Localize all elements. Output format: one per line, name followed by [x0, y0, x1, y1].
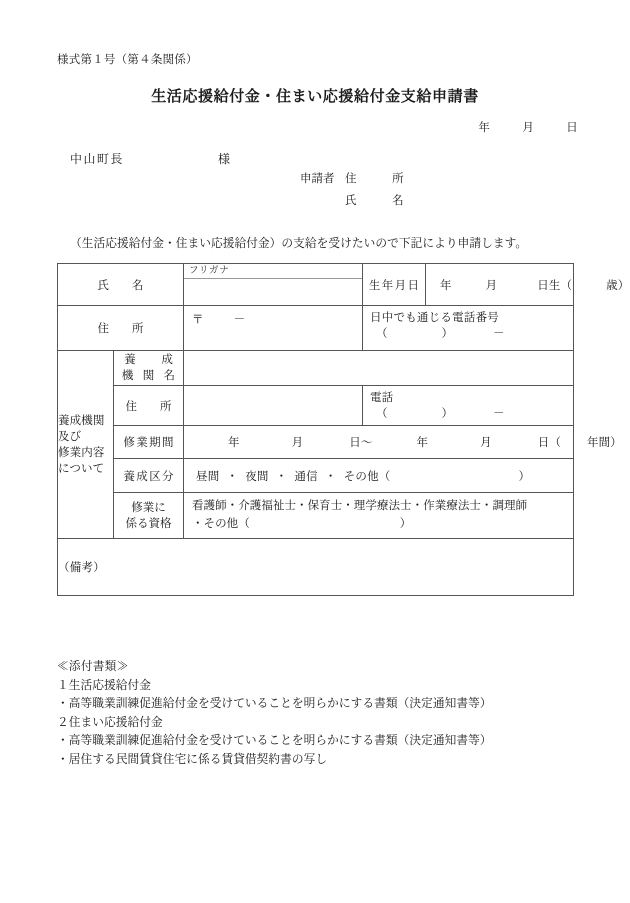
table-row-institution-address [58, 386, 574, 426]
qualification-list-line2 [192, 515, 567, 533]
institution-label-line-2: 及び [58, 430, 82, 443]
daytime-tel-cell[interactable] [363, 306, 574, 351]
申請-statement: （生活応援給付金・住まい応援給付金）の支給を受けたいので下記により申請します。 [70, 237, 528, 250]
institution-tel-label: 電話 [370, 392, 394, 404]
applicant-address-row [300, 168, 416, 190]
institution-name-label-line2: 機 関 名 [121, 370, 179, 382]
period-line [184, 431, 622, 453]
institution-label-line-1: 養成機関 [58, 414, 105, 427]
applicant-name-label: 氏 名 [345, 195, 416, 207]
date-month: 月 [522, 122, 535, 134]
dob-month-label: 月 [485, 279, 498, 292]
institution-address-label-cell: 住 所 [114, 386, 184, 426]
attachment-line-4: ・高等職業訓練促進給付金を受けていることを明らかにする書類（決定通知書等） [57, 734, 492, 747]
table-row-name [58, 264, 574, 306]
period-start-month: 月 [291, 437, 304, 449]
institution-tel-dash: － [493, 408, 505, 420]
name-input-cell[interactable] [184, 264, 363, 306]
remarks-cell[interactable] [58, 539, 574, 596]
category-option-other[interactable]: その他（ [343, 470, 391, 483]
category-label-cell: 養成区分 [114, 459, 184, 493]
qualification-label-line2: 係る資格 [125, 517, 172, 530]
period-duration: 年間） [586, 437, 622, 449]
institution-tel-fields [370, 406, 567, 422]
table-row-category [58, 459, 574, 493]
qualification-other-close: ） [399, 518, 412, 530]
institution-name-label-cell [114, 351, 184, 386]
address-label-cell: 住 所 [58, 306, 184, 351]
period-end-month: 月 [480, 437, 492, 449]
period-start-day: 日～ [349, 437, 373, 449]
applicant-lead-label: 申請者 [300, 173, 335, 185]
period-input-cell[interactable] [184, 426, 622, 459]
institution-label-line-4: について [58, 462, 105, 475]
table-row-period [58, 426, 574, 459]
category-sep-1: ・ [226, 470, 239, 483]
category-sep-3: ・ [324, 470, 337, 483]
institution-tel-close-paren: ） [441, 408, 453, 420]
form-number: 様式第１号（第４条関係） [57, 54, 198, 66]
daytime-tel-label: 日中でも通じる電話番号 [370, 312, 500, 324]
tel-dash: － [493, 328, 505, 340]
qualification-list-line1[interactable]: 看護師・介護福祉士・保育士・理学療法士・作業療法士・調理師 [192, 500, 528, 512]
daytime-tel-fields [370, 326, 567, 342]
postal-dash: － [233, 314, 246, 326]
category-options [184, 464, 573, 488]
postal-mark-icon: 〒 [192, 314, 204, 326]
tel-open-paren: （ [376, 328, 388, 340]
attachments-section [57, 658, 492, 769]
addressee-honorific: 様 [218, 152, 231, 166]
applicant-block [300, 168, 416, 212]
postal-code-line [184, 306, 362, 327]
qualification-other-label[interactable]: ・その他（ [192, 518, 250, 530]
period-start-year: 年 [228, 437, 240, 449]
furigana-wrapper [184, 264, 362, 305]
applicant-address-label: 住 所 [345, 173, 416, 185]
period-end-year: 年 [416, 437, 429, 449]
addressee-name: 中山町長 [70, 152, 124, 166]
category-close-paren: ） [518, 470, 531, 483]
attachment-line-1: １生活応援給付金 [57, 678, 151, 692]
institution-section-label [58, 351, 114, 539]
date-year: 年 [478, 122, 491, 134]
dob-label-cell: 生年月日 [363, 264, 426, 306]
qualification-label-cell [114, 493, 184, 539]
qualification-options [184, 493, 573, 538]
dob-year-label: 年 [440, 279, 452, 292]
tel-close-paren: ） [441, 328, 453, 340]
qualification-input-cell[interactable] [184, 493, 574, 539]
table-row-qualification [58, 493, 574, 539]
address-input-cell[interactable] [184, 306, 363, 351]
institution-tel-block [363, 386, 573, 425]
name-write-area[interactable] [184, 279, 362, 305]
table-row-institution-name [58, 351, 574, 386]
period-label-cell: 修業期間 [114, 426, 184, 459]
page-title: 生活応援給付金・住まい応援給付金支給申請書 [151, 89, 479, 105]
table-row-address [58, 306, 574, 351]
attachment-line-2: ・高等職業訓練促進給付金を受けていることを明らかにする書類（決定通知書等） [57, 697, 492, 710]
dob-day-label: 日生（ [537, 279, 573, 292]
institution-tel-open-paren: （ [376, 408, 388, 420]
date-line [478, 119, 578, 135]
institution-address-input-cell[interactable] [184, 386, 363, 426]
application-form-table [57, 263, 630, 596]
attachment-line-5: ・居住する民間賃貸住宅に係る賃貸借契約書の写し [57, 752, 328, 766]
date-day: 日 [566, 122, 578, 134]
institution-name-input-cell[interactable] [184, 351, 574, 386]
remarks-label: （備考） [58, 562, 105, 574]
category-option-correspondence[interactable]: 通信 [294, 470, 318, 483]
daytime-tel-block [363, 306, 573, 345]
category-input-cell[interactable] [184, 459, 574, 493]
period-end-day: 日（ [537, 437, 561, 449]
dob-input-cell[interactable] [426, 264, 630, 306]
category-option-daytime[interactable]: 昼間 [196, 470, 220, 483]
attachment-line-3: ２住まい応援給付金 [57, 715, 163, 729]
furigana-label: フリガナ [184, 264, 362, 279]
table-row-remarks [58, 539, 574, 596]
qualification-label-line1: 修業に [131, 501, 166, 514]
attachments-heading: ≪添付書類≫ [57, 660, 129, 673]
applicant-name-row [300, 190, 416, 212]
category-sep-2: ・ [275, 470, 288, 483]
institution-name-label-line1: 養 成 [124, 354, 180, 366]
dob-age-label: 歳） [606, 279, 630, 292]
institution-label-line-3: 修業内容 [58, 446, 105, 459]
category-option-evening[interactable]: 夜間 [245, 470, 269, 483]
dob-line [426, 277, 630, 293]
name-label-cell: 氏 名 [58, 264, 184, 306]
institution-tel-cell[interactable] [363, 386, 574, 426]
